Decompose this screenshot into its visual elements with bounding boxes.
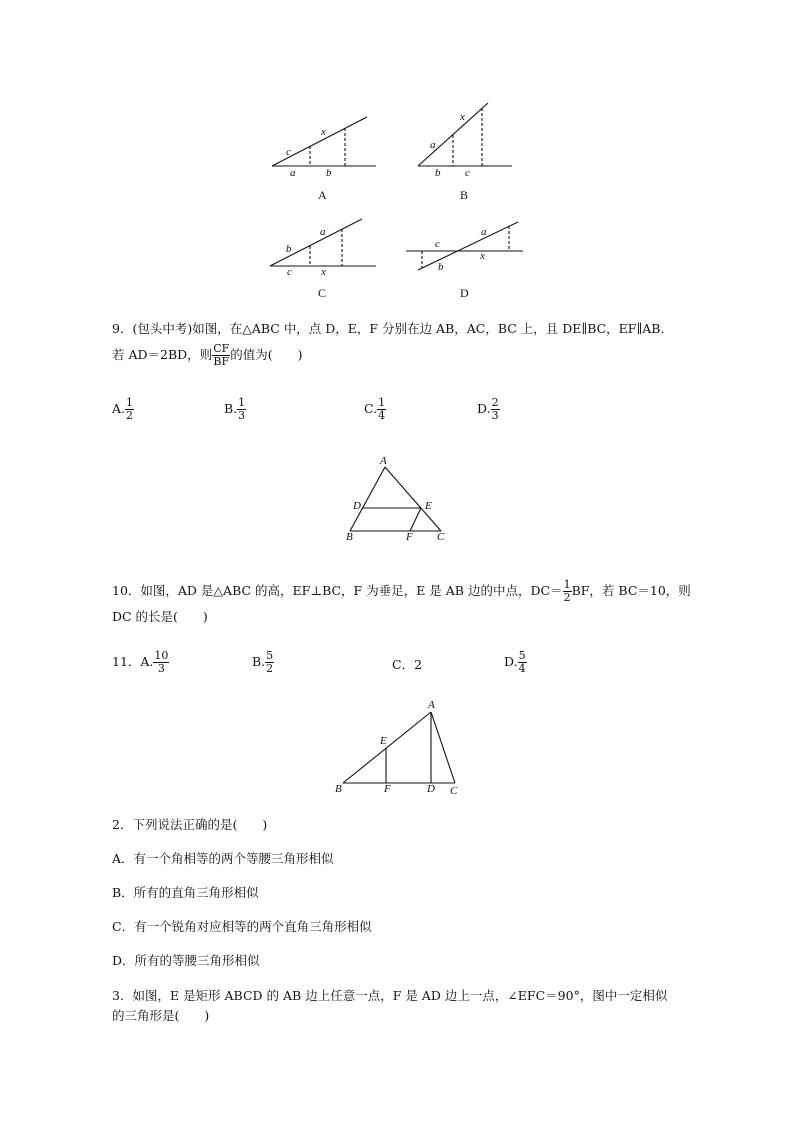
figure-d-label: c: [435, 238, 440, 250]
option-denominator: 3: [238, 409, 246, 422]
vertex-label: E: [425, 500, 432, 512]
q2-stem: 2．下列说法正确的是( ): [112, 817, 268, 832]
option-letter: B.: [252, 654, 266, 669]
q2-option-c: C．有一个锐角对应相等的两个直角三角形相似: [112, 919, 372, 934]
q3-stem-line2: 的三角形是( ): [112, 1008, 210, 1023]
figure-b-label: x: [460, 111, 465, 123]
option-letter: B.: [224, 401, 238, 416]
option-letter: C.: [364, 401, 378, 416]
option-denominator: 2: [126, 409, 134, 422]
vertex-label: B: [346, 531, 353, 543]
q9-fraction-numerator: CF: [213, 342, 230, 355]
vertex-label: F: [384, 783, 391, 795]
figure-c-label: b: [286, 243, 292, 255]
option-numerator: 1: [126, 396, 134, 409]
option-numerator: 10: [154, 649, 169, 662]
option-numerator: 1: [378, 396, 386, 409]
q9-stem-line1: 9．(包头中考)如图，在△ABC 中，点 D，E，F 分别在边 AB，AC，BC 上，且 DE∥BC，EF∥AB.: [112, 321, 665, 336]
figure-a-label: x: [321, 126, 326, 138]
figure-d-label: a: [481, 226, 487, 238]
figure-b-caption: B: [460, 188, 469, 202]
option-numerator: 1: [238, 396, 246, 409]
q2-option-d: D．所有的等腰三角形相似: [112, 953, 260, 968]
figure-c-caption: C: [318, 286, 327, 300]
figure-b-label: b: [435, 167, 441, 179]
vertex-label: A: [380, 455, 387, 467]
figure-a-label: b: [326, 167, 332, 179]
vertex-label: C: [437, 531, 445, 543]
option-letter: 11．A.: [112, 654, 154, 669]
q10-fraction-numerator: 1: [563, 578, 571, 591]
figure-c-label: c: [287, 266, 292, 278]
side-ac: [431, 712, 455, 783]
q10-stem-text: BF，若 BC＝10，则: [571, 583, 691, 598]
option-letter: D.: [504, 654, 518, 669]
vertex-label: B: [335, 783, 342, 795]
figure-d-label: b: [438, 261, 444, 273]
option-denominator: 3: [491, 409, 499, 422]
vertex-label: E: [380, 735, 387, 747]
figure-b-label: a: [430, 139, 436, 151]
q9-stem-text: 的值为( ): [230, 347, 303, 362]
q10-option-c: C．2: [392, 657, 423, 672]
q2-option-b: B．所有的直角三角形相似: [112, 885, 259, 900]
q10-stem-text: 10．如图，AD 是△ABC 的高，EF⊥BC，F 为垂足，E 是 AB 边的中点，DC＝: [112, 583, 563, 598]
option-denominator: 3: [157, 662, 165, 675]
figure-c-label: a: [320, 226, 326, 238]
q3-stem-line1: 3．如图，E 是矩形 ABCD 的 AB 边上任意一点，F 是 AD 边上一点，∠EFC＝90°，图中一定相似: [112, 988, 668, 1003]
option-letter: A.: [112, 401, 126, 416]
vertex-label: C: [450, 785, 458, 797]
q9-fraction-denominator: BF: [213, 355, 230, 368]
figure-b-label: c: [465, 167, 470, 179]
q10-fraction-denominator: 2: [563, 591, 571, 604]
q9-stem-text: 若 AD＝2BD，则: [112, 347, 213, 362]
option-denominator: 2: [266, 662, 274, 675]
vertex-label: A: [428, 699, 435, 711]
q10-stem-line2: DC 的长是( ): [112, 609, 208, 624]
option-letter: D.: [477, 401, 491, 416]
figure-a-caption: A: [318, 188, 327, 202]
option-denominator: 4: [518, 662, 526, 675]
vertex-label: D: [427, 783, 435, 795]
figure-d-label: x: [480, 250, 485, 262]
figure-a-label: a: [290, 167, 296, 179]
option-numerator: 5: [266, 649, 274, 662]
option-denominator: 4: [378, 409, 386, 422]
figure-d-caption: D: [460, 286, 469, 300]
q2-option-a: A．有一个角相等的两个等腰三角形相似: [112, 851, 334, 866]
option-numerator: 5: [518, 649, 526, 662]
figure-c-label: x: [321, 266, 326, 278]
vertex-label: F: [406, 531, 413, 543]
option-numerator: 2: [491, 396, 499, 409]
figure-a-label: c: [286, 146, 291, 158]
side-ab: [343, 712, 431, 783]
vertex-label: D: [353, 500, 361, 512]
